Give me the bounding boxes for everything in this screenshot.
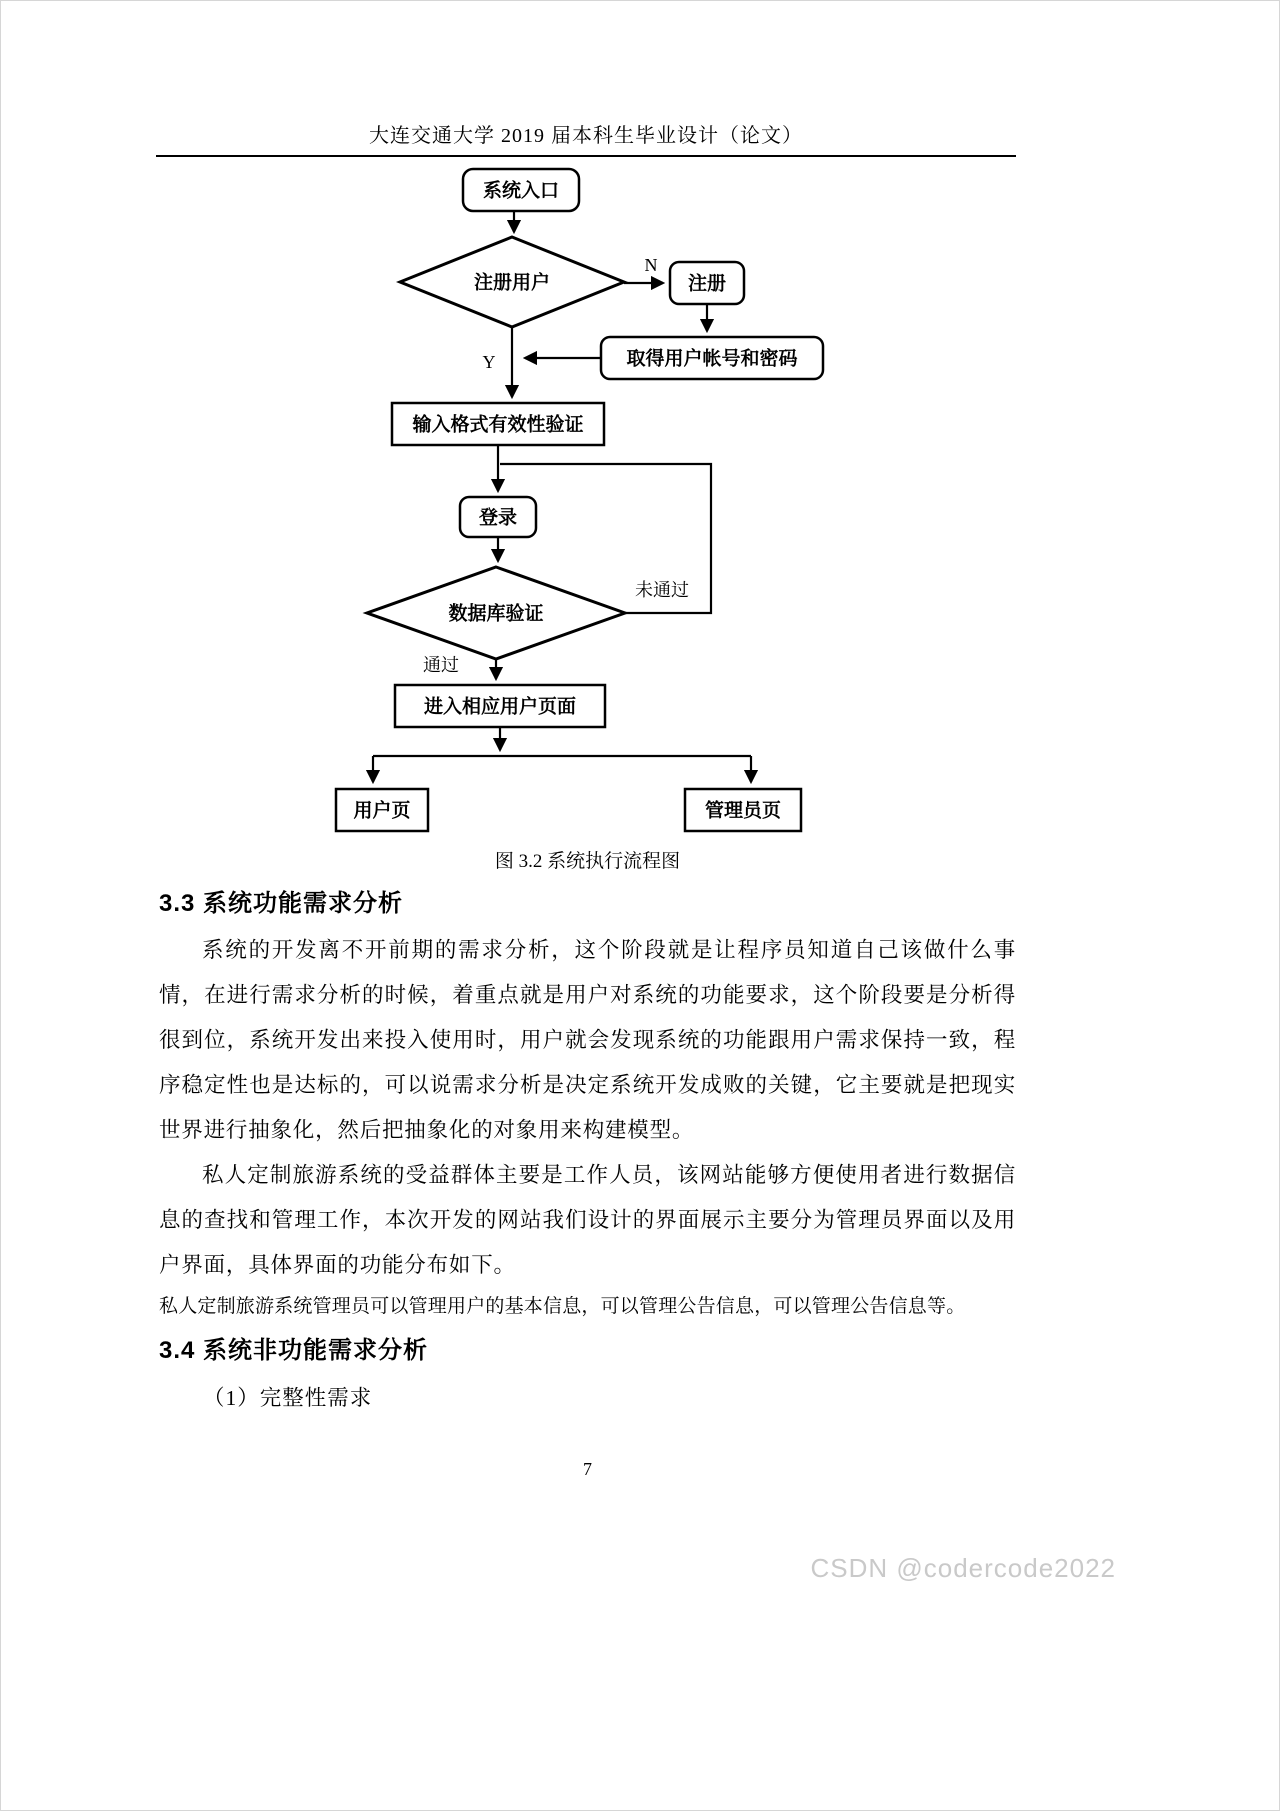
list-item-integrity: （1）完整性需求 [203, 1386, 373, 1410]
flow-label-format-validate: 输入格式有效性验证 [412, 414, 584, 436]
paragraph-requirements-1: 系统的开发离不开前期的需求分析，这个阶段就是让程序员知道自己该做什么事情，在进行需求分析的时候，着重点就是用户对系统的功能要求，这个阶段要是分析得很到位，系统开发出来投入使用时，用户就会发现系统的功能跟用户需求保持一致，程序稳定性也是达标的，可以说需求分析是决定系统开发成败的关键，它主要就是把现实世界进行抽象化，然后把抽象化的对象用来构建模型。 [159, 938, 1016, 1142]
system-execution-flowchart [1, 1, 1280, 851]
flow-label-get-account: 取得用户帐号和密码 [626, 348, 798, 370]
paragraph-requirements-2: 私人定制旅游系统的受益群体主要是工作人员，该网站能够方便使用者进行数据信息的查找和管理工作，本次开发的网站我们设计的界面展示主要分为管理员界面以及用户界面，具体界面的功能分布如下。 [159, 1163, 1016, 1277]
flow-label-register-check: 注册用户 [473, 272, 551, 294]
flow-label-no: N [644, 255, 658, 275]
page-body [159, 846, 1016, 1412]
flow-shapes [336, 169, 823, 831]
page-number: 7 [583, 1459, 592, 1479]
note-line: 私人定制旅游系统管理员可以管理用户的基本信息，可以管理公告信息，可以管理公告信息等。 [159, 1296, 966, 1317]
flow-label-login: 登录 [478, 507, 518, 529]
flow-label-register: 注册 [687, 273, 727, 295]
figure-caption: 图 3.2 系统执行流程图 [494, 851, 681, 872]
flow-label-enter-page: 进入相应用户页面 [423, 696, 577, 718]
flow-label-not-pass: 未通过 [635, 580, 689, 600]
flow-label-entry: 系统入口 [482, 180, 560, 202]
flow-label-user-page: 用户页 [353, 800, 411, 822]
section-heading-3-3: 3.3 系统功能需求分析 [159, 890, 404, 917]
flow-label-pass: 通过 [423, 655, 459, 675]
flow-label-db-validate: 数据库验证 [448, 603, 544, 625]
flow-label-admin-page: 管理员页 [704, 800, 782, 822]
page-header: 大连交通大学 2019 届本科生毕业设计（论文） [156, 119, 1016, 157]
section-heading-3-4: 3.4 系统非功能需求分析 [159, 1337, 429, 1364]
watermark: CSDN @codercode2022 [810, 1553, 1116, 1583]
flow-label-yes: Y [482, 352, 496, 372]
